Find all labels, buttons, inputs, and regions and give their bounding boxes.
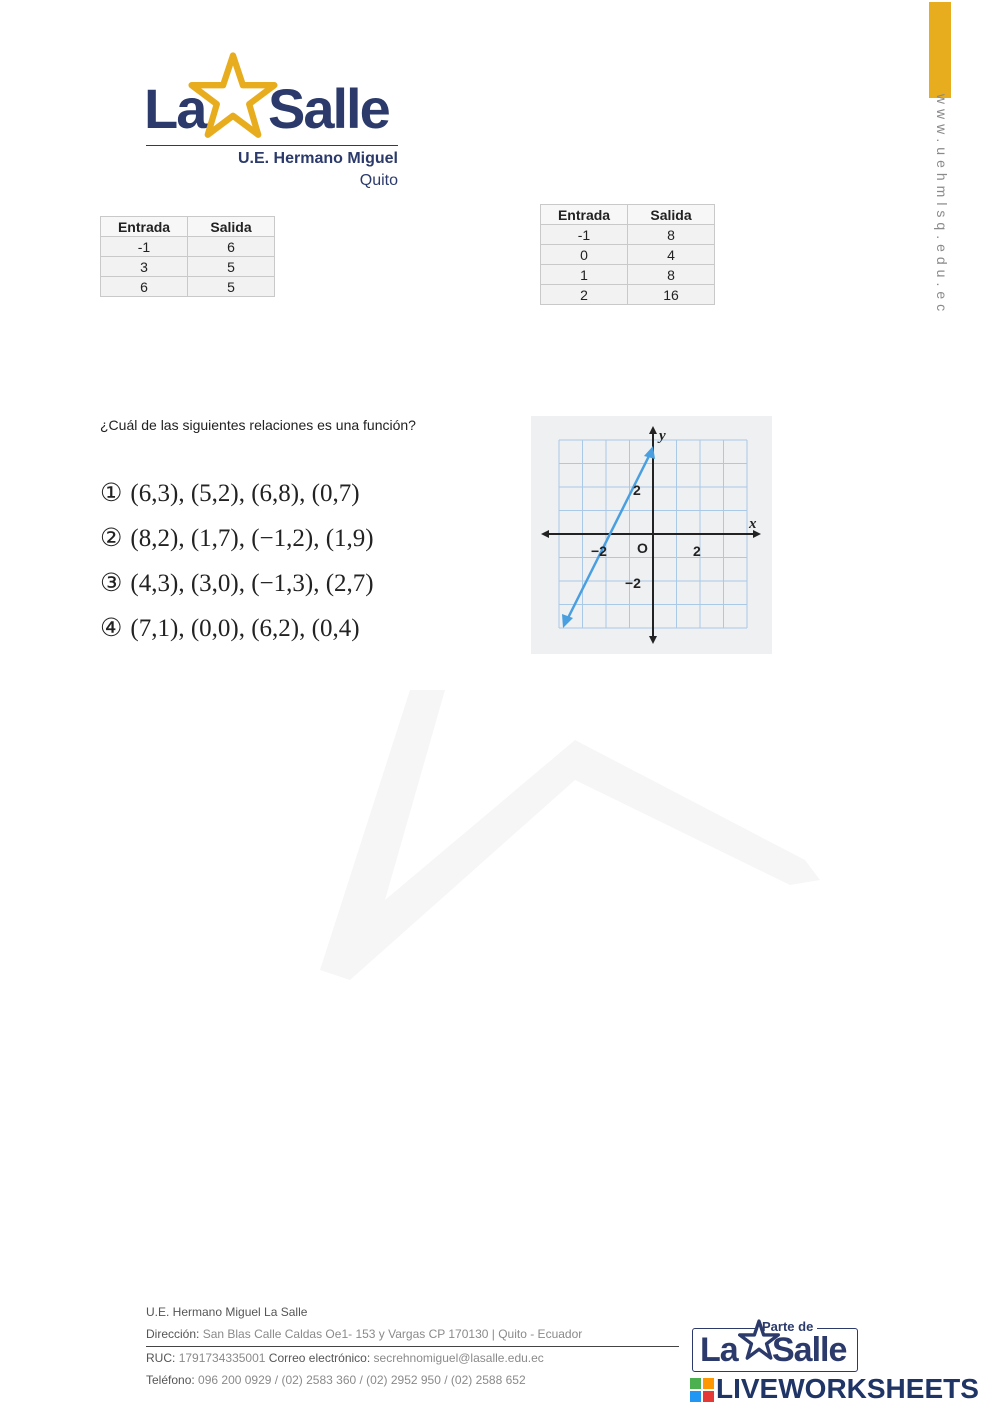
question-text: ¿Cuál de las siguientes relaciones es una función? xyxy=(100,417,416,433)
tick-label-y-neg: −2 xyxy=(625,575,641,591)
liveworksheets-logo-text: LIVEWORKSHEETS xyxy=(716,1373,979,1404)
tick-label-x-neg: −2 xyxy=(591,543,607,559)
function-line xyxy=(567,452,651,620)
table-cell: 2 xyxy=(541,285,628,305)
school-name: U.E. Hermano Miguel xyxy=(237,150,398,167)
email-value: secrehnomiguel@lasalle.edu.ec xyxy=(373,1351,544,1365)
y-axis-arrow xyxy=(649,426,657,434)
option-text: (8,2), (1,7), (−1,2), (1,9) xyxy=(130,525,374,552)
graph-svg xyxy=(531,416,772,654)
option-number: ② xyxy=(100,525,123,552)
option-3 xyxy=(100,568,374,598)
option-2 xyxy=(100,523,374,553)
table-cell: 5 xyxy=(188,257,275,277)
table-cell: 5 xyxy=(188,277,275,297)
table-cell: 16 xyxy=(628,285,715,305)
parte-de-text: Parte de xyxy=(758,1319,817,1334)
table-cell: 8 xyxy=(628,225,715,245)
y-axis-label: y xyxy=(659,428,666,444)
tick-label-x-pos: 2 xyxy=(693,543,701,559)
option-number: ④ xyxy=(100,615,123,642)
address-value: San Blas Calle Caldas Oe1- 153 y Vargas CP 170130 | Quito - Ecuador xyxy=(202,1327,583,1341)
address-label: Dirección: xyxy=(146,1327,200,1341)
table-cell: 4 xyxy=(628,245,715,265)
table-cell: 3 xyxy=(101,257,188,277)
option-number: ③ xyxy=(100,570,123,597)
table-header: Salida xyxy=(628,205,715,225)
table-cell: 8 xyxy=(628,265,715,285)
gold-accent-bar xyxy=(929,2,951,98)
table-row xyxy=(541,285,715,305)
logo-salle-text: Salle xyxy=(268,77,389,140)
phone-value: 096 200 0929 / (02) 2583 360 / (02) 2952 950 / (02) 2588 652 xyxy=(198,1373,526,1387)
website-vertical-text: www.uehmlsq.edu.ec xyxy=(934,93,950,317)
badge-la-text: La xyxy=(700,1331,738,1369)
liveworksheets-logo-icon xyxy=(690,1378,714,1402)
phone-label: Teléfono: xyxy=(146,1373,195,1387)
watermark-chevron xyxy=(300,670,860,1010)
table-row xyxy=(101,257,275,277)
table-row xyxy=(101,277,275,297)
x-axis-label: x xyxy=(749,516,757,532)
badge-salle-text: Salle xyxy=(772,1331,847,1369)
line-arrow-down xyxy=(562,614,573,628)
table-header: Entrada xyxy=(101,217,188,237)
footer-divider xyxy=(146,1346,679,1347)
table-row xyxy=(541,265,715,285)
coordinate-graph xyxy=(531,416,772,654)
table-entrada-salida-2 xyxy=(540,204,715,305)
table-cell: 1 xyxy=(541,265,628,285)
table-entrada-salida-1 xyxy=(100,216,275,297)
x-axis-arrow-left xyxy=(541,530,549,538)
school-city: Quito xyxy=(359,172,398,189)
footer-address xyxy=(146,1327,582,1341)
logo-divider xyxy=(146,145,398,146)
ruc-label: RUC: xyxy=(146,1351,176,1365)
table-row xyxy=(541,225,715,245)
footer-phone xyxy=(146,1373,526,1387)
logo-la-text: La xyxy=(144,77,206,140)
star-icon xyxy=(188,50,278,142)
origin-label: O xyxy=(637,540,648,556)
table-cell: 6 xyxy=(188,237,275,257)
option-text: (4,3), (3,0), (−1,3), (2,7) xyxy=(130,570,374,597)
footer-ruc-email xyxy=(146,1351,544,1365)
table-header: Salida xyxy=(188,217,275,237)
table-cell: -1 xyxy=(101,237,188,257)
ruc-value: 1791734335001 xyxy=(178,1351,266,1365)
option-1 xyxy=(100,478,360,508)
tick-label-y-pos: 2 xyxy=(633,482,641,498)
email-label: Correo electrónico: xyxy=(268,1351,371,1365)
option-text: (7,1), (0,0), (6,2), (0,4) xyxy=(130,615,360,642)
table-cell: -1 xyxy=(541,225,628,245)
option-text: (6,3), (5,2), (6,8), (0,7) xyxy=(130,480,360,507)
option-number: ① xyxy=(100,480,123,507)
footer-school-name: U.E. Hermano Miguel La Salle xyxy=(146,1305,308,1319)
option-4 xyxy=(100,613,360,643)
table-cell: 6 xyxy=(101,277,188,297)
table-row xyxy=(101,237,275,257)
table-cell: 0 xyxy=(541,245,628,265)
table-header: Entrada xyxy=(541,205,628,225)
y-axis-arrow-down xyxy=(649,636,657,644)
table-row xyxy=(541,245,715,265)
